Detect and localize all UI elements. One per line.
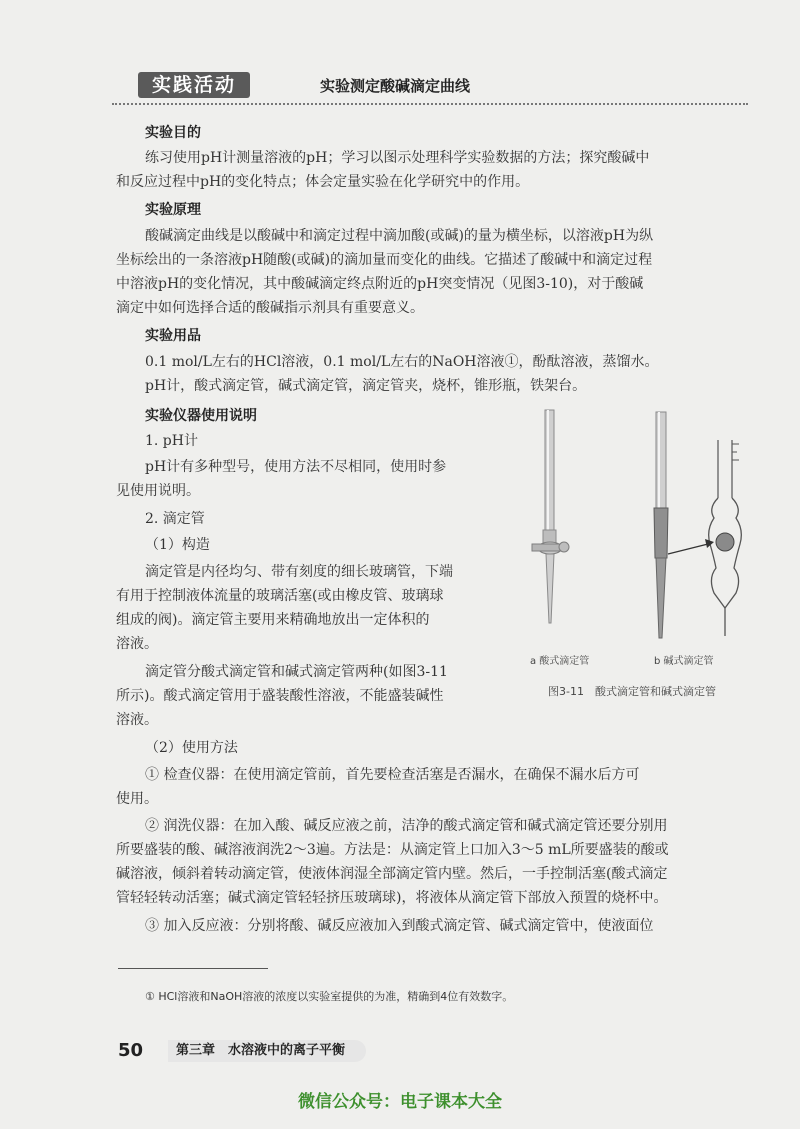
- instrument-line: pH计有多种型号，使用方法不尽相同，使用时参: [145, 459, 447, 475]
- principle-line: 中溶液pH的变化情况，其中酸碱滴定终点附近的pH突变情况（见图3-10)，对于酸碱: [116, 276, 644, 292]
- base-burette-image: [654, 412, 668, 638]
- purpose-heading: 实验目的: [145, 125, 201, 141]
- instrument-line: 有用于控制液体流量的玻璃活塞(或由橡皮管、玻璃球: [116, 588, 444, 604]
- instrument-line: 组成的阀)。滴定管主要用来精确地放出一定体积的: [116, 612, 430, 628]
- materials-line: 0.1 mol/L左右的HCl溶液，0.1 mol/L左右的NaOH溶液①，酚酞溶液，蒸馏水。: [145, 354, 659, 370]
- figure-caption: 图3-11 酸式滴定管和碱式滴定管: [548, 685, 716, 698]
- figure-label-b: b 碱式滴定管: [654, 656, 714, 667]
- purpose-line: 和反应过程中pH的变化特点；体会定量实验在化学研究中的作用。: [116, 174, 530, 190]
- instrument-line: （2）使用方法: [145, 740, 238, 756]
- method-line: ② 润洗仪器：在加入酸、碱反应液之前，洁净的酸式滴定管和碱式滴定管还要分别用: [145, 818, 668, 834]
- footnote-divider: [118, 968, 268, 969]
- materials-line: pH计，酸式滴定管，碱式滴定管，滴定管夹，烧杯，锥形瓶，铁架台。: [145, 378, 587, 394]
- instrument-line: 滴定管是内径均匀、带有刻度的细长玻璃管，下端: [145, 564, 453, 580]
- principle-line: 坐标绘出的一条溶液pH随酸(或碱)的滴加量而变化的曲线。它描述了酸碱中和滴定过程: [116, 252, 653, 268]
- instrument-line: 溶液。: [116, 636, 158, 652]
- method-line: ① 检查仪器：在使用滴定管前，首先要检查活塞是否漏水，在确保不漏水后方可: [145, 767, 640, 783]
- purpose-line: 练习使用pH计测量溶液的pH；学习以图示处理科学实验数据的方法；探究酸碱中: [145, 150, 650, 166]
- instrument-line: 1. pH计: [145, 433, 198, 449]
- method-line: 碱溶液，倾斜着转动滴定管，使液体润湿全部滴定管内壁。然后，一手控制活塞(酸式滴定: [116, 866, 668, 882]
- header-divider: [112, 103, 748, 105]
- instrument-line: （1）构造: [145, 537, 210, 553]
- method-line: ③ 加入反应液：分别将酸、碱反应液加入到酸式滴定管、碱式滴定管中，使液面位: [145, 918, 654, 934]
- instrument-line: 溶液。: [116, 712, 158, 728]
- footnote: ① HCl溶液和NaOH溶液的浓度以实验室提供的为准，精确到4位有效数字。: [145, 990, 514, 1003]
- page-number: 50: [118, 1040, 144, 1061]
- method-line: 所要盛装的酸、碱溶液润洗2～3遍。方法是：从滴定管上口加入3～5 mL所要盛装的酸或: [116, 842, 669, 858]
- watermark-text: 微信公众号：电子课本大全: [298, 1092, 502, 1112]
- principle-line: 滴定中如何选择合适的酸碱指示剂具有重要意义。: [116, 300, 424, 316]
- instrument-line: 滴定管分酸式滴定管和碱式滴定管两种(如图3-11: [145, 664, 448, 680]
- instrument-line: 2. 滴定管: [145, 511, 205, 527]
- principle-heading: 实验原理: [145, 202, 201, 218]
- method-line: 管轻轻转动活塞；碱式滴定管轻轻挤压玻璃球)，将液体从滴定管下部放入预置的烧杯中。: [116, 890, 668, 906]
- instrument-heading: 实验仪器使用说明: [145, 408, 257, 424]
- arrow-icon: [668, 539, 714, 554]
- page-title: 实验测定酸碱滴定曲线: [320, 77, 471, 95]
- principle-line: 酸碱滴定曲线是以酸碱中和滴定过程中滴加酸(或碱)的量为横坐标，以溶液pH为纵: [145, 228, 654, 244]
- method-line: 使用。: [116, 791, 158, 807]
- instrument-line: 所示)。酸式滴定管用于盛装酸性溶液，不能盛装碱性: [116, 688, 444, 704]
- chapter-label: 第三章 水溶液中的离子平衡: [168, 1040, 366, 1062]
- instrument-line: 见使用说明。: [116, 483, 200, 499]
- acid-burette-image: [532, 410, 569, 623]
- section-tag: 实践活动: [138, 72, 250, 98]
- materials-heading: 实验用品: [145, 328, 201, 344]
- base-burette-detail: [709, 440, 742, 636]
- figure-label-a: a 酸式滴定管: [530, 656, 590, 667]
